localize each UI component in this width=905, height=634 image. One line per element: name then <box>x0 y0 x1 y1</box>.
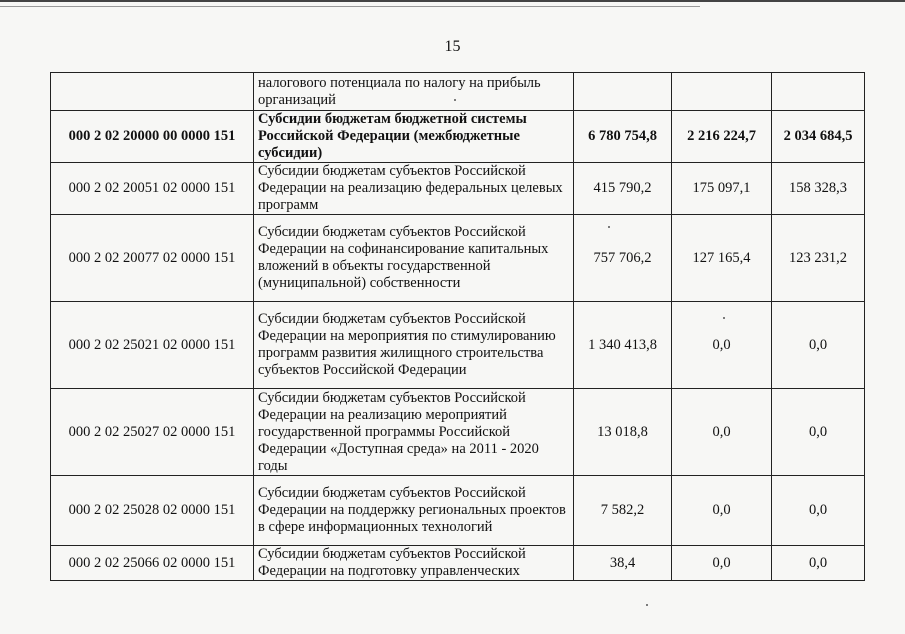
budget-table <box>50 72 865 581</box>
row-value-year1: 1 340 413,8 <box>574 302 672 389</box>
row-description: Субсидии бюджетам бюджетной системы Российской Федерации (межбюджетные субсидии) <box>254 111 574 163</box>
row-value-year2: 127 165,4 <box>672 215 772 302</box>
row-value-year1: 6 780 754,8 <box>574 111 672 163</box>
row-value-year1: 13 018,8 <box>574 389 672 476</box>
row-value-year2 <box>672 73 772 111</box>
row-value-year2: 0,0 <box>672 546 772 581</box>
row-code: 000 2 02 20077 02 0000 151 <box>51 215 254 302</box>
table-row <box>51 302 865 389</box>
row-description: Субсидии бюджетам субъектов Российской Федерации на подготовку управленческих <box>254 546 574 581</box>
row-value-year1: 415 790,2 <box>574 163 672 215</box>
row-value-year2: 0,0 <box>672 476 772 546</box>
row-value-year3: 2 034 684,5 <box>772 111 865 163</box>
row-description: Субсидии бюджетам субъектов Российской Федерации на мероприятия по стимулированию программ развития жилищного строительства субъектов Российской Федерации <box>254 302 574 389</box>
row-description: налогового потенциала по налогу на прибыль организаций <box>254 73 574 111</box>
row-description: Субсидии бюджетам субъектов Российской Федерации на реализацию федеральных целевых программ <box>254 163 574 215</box>
table-row <box>51 73 865 111</box>
scan-speck <box>646 604 648 606</box>
scan-edge-line-faint <box>0 6 700 7</box>
row-value-year3: 0,0 <box>772 389 865 476</box>
row-value-year3 <box>772 73 865 111</box>
row-value-year3: 0,0 <box>772 302 865 389</box>
table-row <box>51 111 865 163</box>
scan-speck <box>723 317 725 319</box>
row-value-year2: 175 097,1 <box>672 163 772 215</box>
row-code: 000 2 02 25021 02 0000 151 <box>51 302 254 389</box>
table-row <box>51 546 865 581</box>
row-code: 000 2 02 20051 02 0000 151 <box>51 163 254 215</box>
scan-speck <box>454 99 456 101</box>
row-code: 000 2 02 25066 02 0000 151 <box>51 546 254 581</box>
table-row <box>51 389 865 476</box>
row-description: Субсидии бюджетам субъектов Российской Федерации на софинансирование капитальных вложений в объекты государственной (муниципальной) собственности <box>254 215 574 302</box>
row-value-year1: 7 582,2 <box>574 476 672 546</box>
row-value-year3: 0,0 <box>772 546 865 581</box>
row-description: Субсидии бюджетам субъектов Российской Федерации на поддержку региональных проектов в сфере информационных технологий <box>254 476 574 546</box>
table-row <box>51 163 865 215</box>
page-number: 15 <box>444 38 461 55</box>
row-value-year3: 158 328,3 <box>772 163 865 215</box>
row-value-year3: 123 231,2 <box>772 215 865 302</box>
table-row <box>51 476 865 546</box>
row-value-year3: 0,0 <box>772 476 865 546</box>
table-row <box>51 215 865 302</box>
row-description: Субсидии бюджетам субъектов Российской Федерации на реализацию мероприятий государственной программы Российской Федерации «Доступная среда» на 2011 - 2020 годы <box>254 389 574 476</box>
row-value-year1: 38,4 <box>574 546 672 581</box>
row-value-year2: 0,0 <box>672 389 772 476</box>
row-code: 000 2 02 25028 02 0000 151 <box>51 476 254 546</box>
row-code: 000 2 02 25027 02 0000 151 <box>51 389 254 476</box>
row-code: 000 2 02 20000 00 0000 151 <box>51 111 254 163</box>
row-value-year2: 2 216 224,7 <box>672 111 772 163</box>
row-value-year1 <box>574 73 672 111</box>
row-value-year1: 757 706,2 <box>574 215 672 302</box>
scan-speck <box>608 226 610 228</box>
row-code <box>51 73 254 111</box>
scan-edge-line <box>0 0 905 2</box>
row-value-year2: 0,0 <box>672 302 772 389</box>
